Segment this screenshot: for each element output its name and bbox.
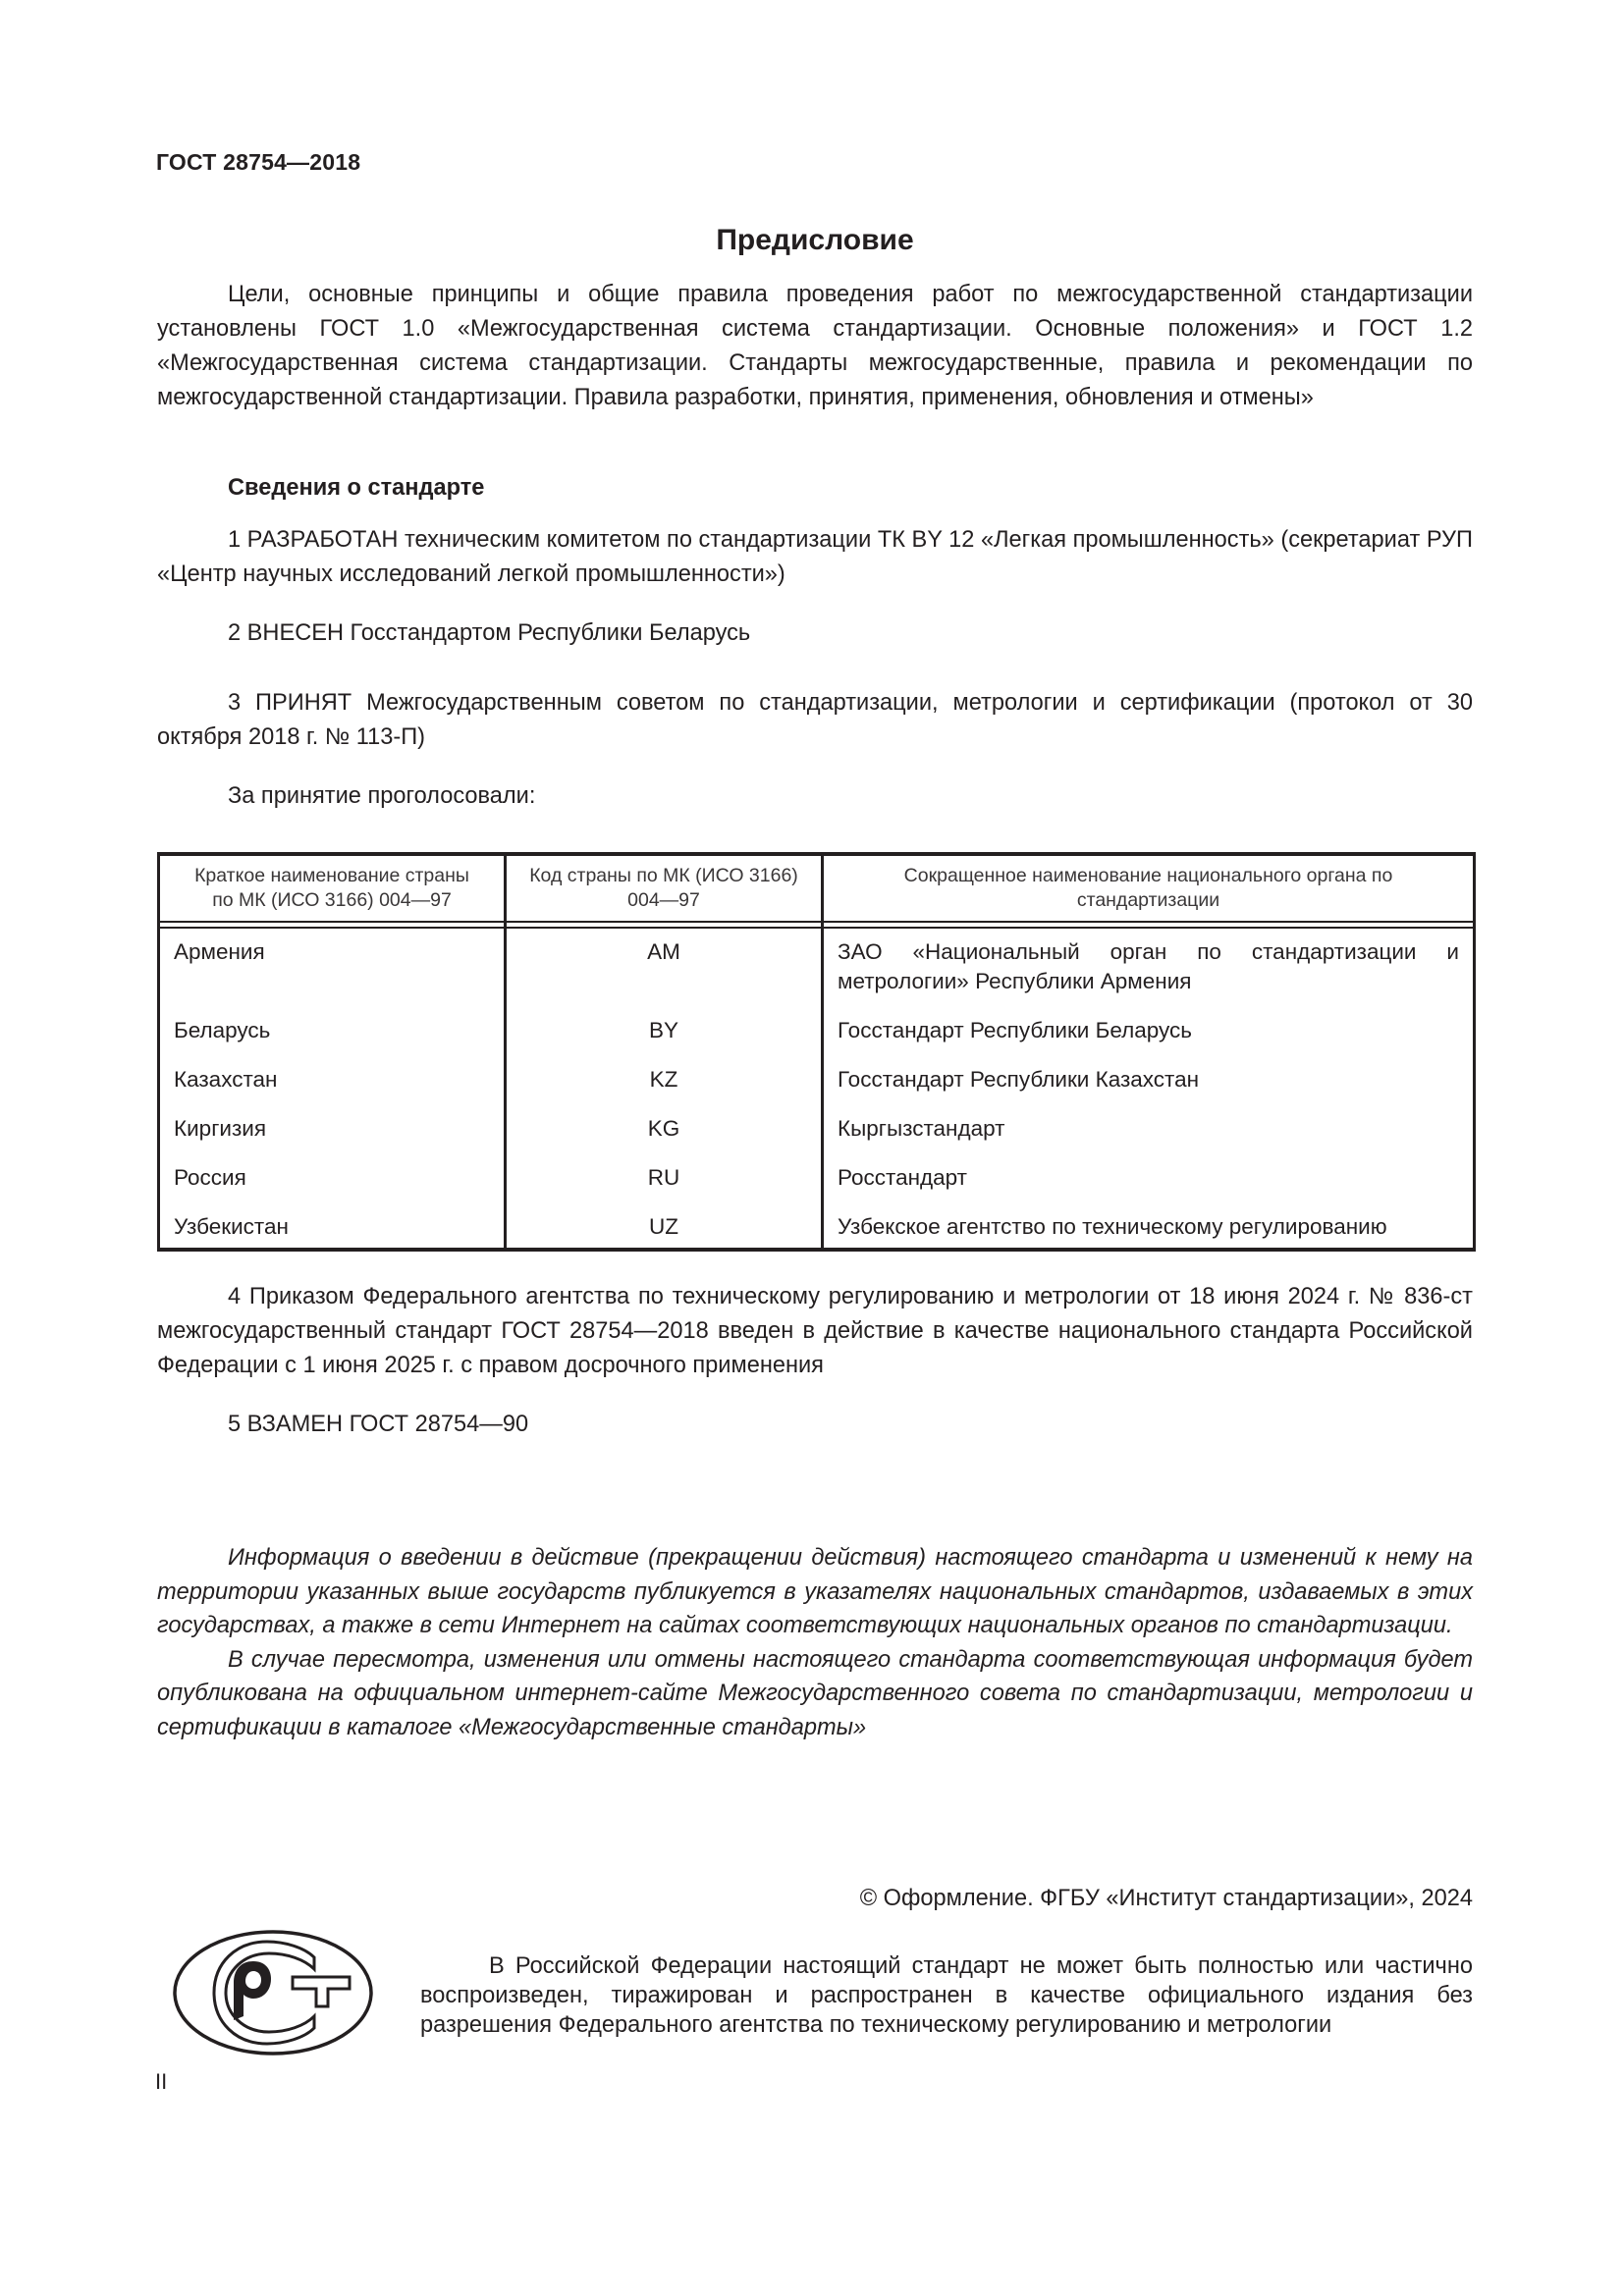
item-developed: 1 РАЗРАБОТАН техническим комитетом по стандартизации ТК BY 12 «Легкая промышленность» (секретариат РУП «Центр научных исследований легкой промышленности») — [157, 527, 1473, 587]
country-code: BY — [506, 1010, 823, 1059]
section-subheading: Сведения о стандарте — [228, 475, 485, 501]
votes-table — [157, 852, 1476, 1252]
page-title: Предисловие — [716, 224, 914, 256]
national-body: Госстандарт Республики Беларусь — [823, 1010, 1475, 1059]
item-adopted: 3 ПРИНЯТ Межгосударственным советом по стандартизации, метрологии и сертификации (протокол от 30 октября 2018 г. № 113-П) — [157, 690, 1473, 750]
country-code: AM — [506, 928, 823, 1010]
table-row — [159, 1157, 1475, 1206]
country-name: Казахстан — [159, 1059, 506, 1108]
voted-label: За принятие проголосовали: — [228, 783, 536, 809]
table-row — [159, 1059, 1475, 1108]
column-header-code: Код страны по МК (ИСО 3166) 004—97 — [506, 854, 823, 922]
country-code: KZ — [506, 1059, 823, 1108]
national-body: Кыргызстандарт — [823, 1108, 1475, 1157]
notice-paragraph-1: Информация о введении в действие (прекращении действия) настоящего стандарта и изменений к нему на территории указанных выше государств публикуется в указателях национальных стандартов, издаваемых в этих государствах, а также в сети Интернет на сайтах соответствующих национальных органов по стандартизации. — [157, 1545, 1473, 1638]
item-enacted: 4 Приказом Федерального агентства по техническому регулированию и метрологии от 18 июня 2024 г. № 836-ст межгосударственный стандарт ГОСТ 28754—2018 введен в действие в качестве национального стандарта Российской Федерации с 1 июня 2025 г. с правом досрочного применения — [157, 1284, 1473, 1378]
page-number: II — [155, 2069, 168, 2094]
table-row — [159, 928, 1475, 1010]
column-header-body: Сокращенное наименование национального органа по стандартизации — [823, 854, 1475, 922]
item-submitted: 2 ВНЕСЕН Госстандартом Республики Беларусь — [228, 620, 751, 646]
national-body: Госстандарт Республики Казахстан — [823, 1059, 1475, 1108]
country-code: KG — [506, 1108, 823, 1157]
country-code: UZ — [506, 1206, 823, 1250]
document-code: ГОСТ 28754—2018 — [156, 149, 361, 175]
country-name: Армения — [159, 928, 506, 1010]
table-header-row — [159, 854, 1475, 922]
country-name: Узбекистан — [159, 1206, 506, 1250]
national-body: ЗАО «Национальный орган по стандартизации и метрологии» Республики Армения — [823, 928, 1475, 1010]
country-name: Россия — [159, 1157, 506, 1206]
item-replaces: 5 ВЗАМЕН ГОСТ 28754—90 — [228, 1412, 529, 1437]
copyright-notice: © Оформление. ФГБУ «Институт стандартизации», 2024 — [859, 1886, 1473, 1911]
notice-block — [157, 1541, 1473, 1744]
table-row — [159, 1108, 1475, 1157]
notice-paragraph-2: В случае пересмотра, изменения или отмены настоящего стандарта соответствующая информация будет опубликована на официальном интернет-сайте Межгосударственного совета по стандартизации, метрологии и сертификации в каталоге «Межгосударственные стандарты» — [157, 1646, 1473, 1740]
table-row — [159, 1010, 1475, 1059]
reproduction-notice: В Российской Федерации настоящий стандарт не может быть полностью или частично воспроизведен, тиражирован и распространен в качестве официального издания без разрешения Федерального агентства по техническому регулированию и метрологии — [420, 1953, 1473, 2038]
country-name: Киргизия — [159, 1108, 506, 1157]
column-header-country: Краткое наименование страны по МК (ИСО 3166) 004—97 — [159, 854, 506, 922]
rst-certification-mark-icon — [169, 1926, 377, 2059]
national-body: Узбекское агентство по техническому регулированию — [823, 1206, 1475, 1250]
country-name: Беларусь — [159, 1010, 506, 1059]
preface-intro: Цели, основные принципы и общие правила проведения работ по межгосударственной стандартизации установлены ГОСТ 1.0 «Межгосударственная система стандартизации. Основные положения» и ГОСТ 1.2 «Межгосударственная система стандартизации. Стандарты межгосударственные, правила и рекомендации по межгосударственной стандартизации. Правила разработки, принятия, применения, обновления и отмены» — [157, 282, 1473, 410]
country-code: RU — [506, 1157, 823, 1206]
table-row — [159, 1206, 1475, 1250]
national-body: Росстандарт — [823, 1157, 1475, 1206]
